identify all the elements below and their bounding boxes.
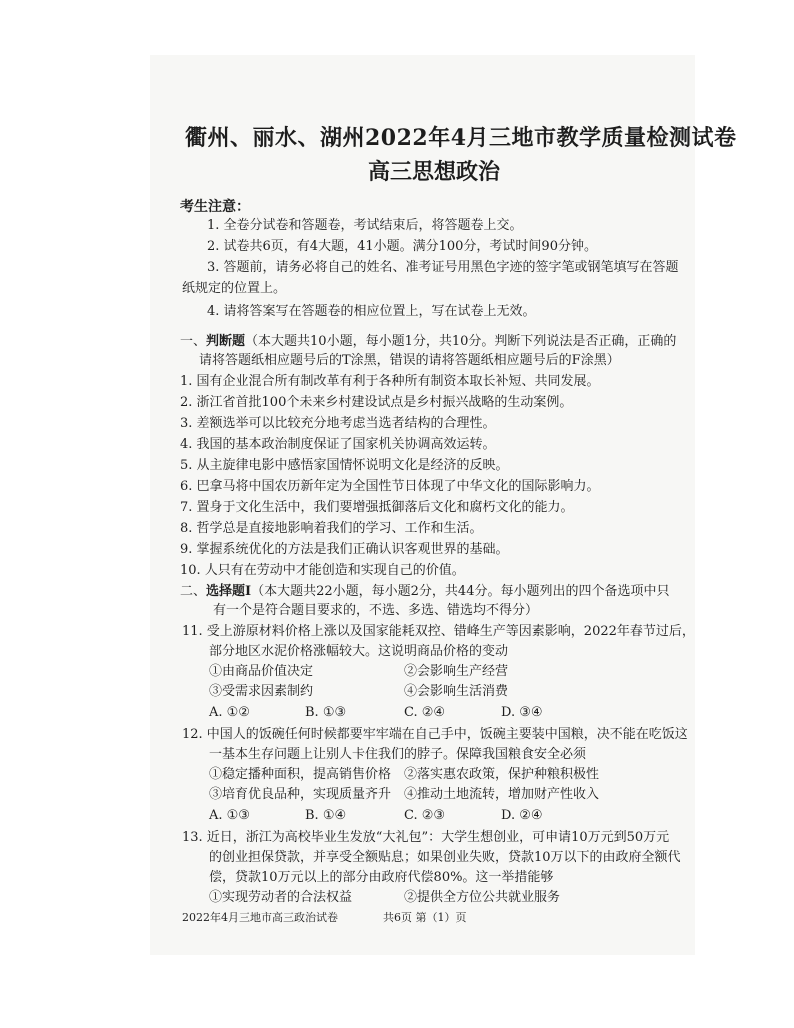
q13-option: ①实现劳动者的合法权益 [209,890,353,905]
q12-choice-a: A. ①③ [209,808,250,823]
q13-option: ②提供全方位公共就业服务 [404,890,561,905]
section-2-heading [180,584,669,600]
judgement-item: 6. 巴拿马将中国农历新年定为全国性节日体现了中华文化的国际影响力。 [180,479,600,494]
judgement-item: 1. 国有企业混合所有制改革有利于各种所有制资本取长补短、共同发展。 [180,374,600,389]
judgement-item: 2. 浙江省首批100个未来乡村建设试点是乡村振兴战略的生动案例。 [180,395,573,410]
notice-item: 纸规定的位置上。 [182,281,287,296]
q12-stem: 12. 中国人的饭碗任何时候都要牢牢端在自己手中，饭碗主要装中国粮，决不能在吃饭这 [182,727,688,742]
notice-item: 1. 全卷分试卷和答题卷，考试结束后，将答题卷上交。 [207,218,523,233]
section-2-prefix: 二、 [180,584,207,599]
q11-stem: 11. 受上游原材料价格上涨以及国家能耗双控、错峰生产等因素影响，2022年春节过后， [182,624,695,639]
q11-option: ②会影响生产经营 [404,664,509,679]
section-1-desc-cont: 请将答题纸相应题号后的T涂黑，错误的请将答题纸相应题号后的F涂黑） [199,353,620,368]
section-1-prefix: 一、 [180,334,207,349]
q11-choice-b: B. ①③ [305,705,347,720]
q12-choice-b: B. ①④ [305,808,347,823]
judgement-item: 3. 差额选举可以比较充分地考虑当选者结构的合理性。 [180,416,496,431]
q11-choice-c: C. ②④ [404,705,446,720]
q12-choice-d: D. ②④ [501,808,543,823]
q13-stem-cont: 的创业担保贷款，并享受全额贴息；如果创业失败，贷款10万以下的由政府全额代 [209,850,681,865]
judgement-item: 8. 哲学总是直接地影响着我们的学习、工作和生活。 [180,521,483,536]
q12-option: ④推动土地流转，增加财产性收入 [404,787,600,802]
q13-stem: 13. 近日，浙江为高校毕业生发放“大礼包”：大学生想创业，可申请10万元到50万元 [182,830,670,845]
q12-stem-cont: 一基本生存问题上让别人卡住我们的脖子。保障我国粮食安全必须 [209,747,587,762]
q12-option: ①稳定播种面积，提高销售价格 [209,767,392,782]
q12-option: ③培育优良品种，实现质量齐升 [209,787,392,802]
footer-page-number: 共6页 第（1）页 [383,911,467,924]
q12-option: ②落实惠农政策，保护种粮积极性 [404,767,600,782]
judgement-item: 5. 从主旋律电影中感悟家国情怀说明文化是经济的反映。 [180,458,509,473]
section-2-desc-cont: 有一个是符合题目要求的，不选、多选、错选均不得分） [213,603,539,618]
notice-item: 4. 请将答案写在答题卷的相应位置上，写在试卷上无效。 [207,304,536,319]
judgement-item: 9. 掌握系统优化的方法是我们正确认识客观世界的基础。 [180,542,509,557]
q11-stem-cont: 部分地区水泥价格涨幅较大。这说明商品价格的变动 [209,644,509,659]
exam-title: 衢州、丽水、湖州2022年4月三地市教学质量检测试卷 [185,125,737,151]
section-1-desc: （本大题共10小题，每小题1分，共10分。判断下列说法是否正确，正确的 [245,334,677,349]
section-2-name: 选择题Ⅰ [206,584,252,599]
q11-option: ④会影响生活消费 [404,684,509,699]
section-1-heading [180,334,676,350]
judgement-item: 7. 置身于文化生活中，我们要增强抵御落后文化和腐朽文化的能力。 [180,500,574,515]
judgement-item: 4. 我国的基本政治制度保证了国家机关协调高效运转。 [180,437,496,452]
q12-choice-c: C. ②③ [404,808,446,823]
judgement-item: 10. 人只有在劳动中才能创造和实现自己的价值。 [180,563,465,578]
section-2-desc: （本大题共22小题，每小题2分，共44分。每小题列出的四个备选项中只 [251,584,670,599]
notice-item: 3. 答题前，请务必将自己的姓名、准考证号用黑色字迹的签字笔或钢笔填写在答题 [207,260,679,275]
notice-item: 2. 试卷共6页，有4大题，41小题。满分100分，考试时间90分钟。 [207,239,597,254]
exam-subject: 高三思想政治 [368,159,501,185]
section-1-name: 判断题 [206,334,246,349]
q11-option: ③受需求因素制约 [209,684,314,699]
q11-option: ①由商品价值决定 [209,664,314,679]
q13-stem-cont: 偿，贷款10万元以上的部分由政府代偿80%。这一举措能够 [209,870,554,885]
q11-choice-a: A. ①② [209,705,250,720]
footer-exam-name: 2022年4月三地市高三政治试卷 [182,911,338,924]
notice-heading: 考生注意： [180,199,250,215]
q11-choice-d: D. ③④ [501,705,543,720]
